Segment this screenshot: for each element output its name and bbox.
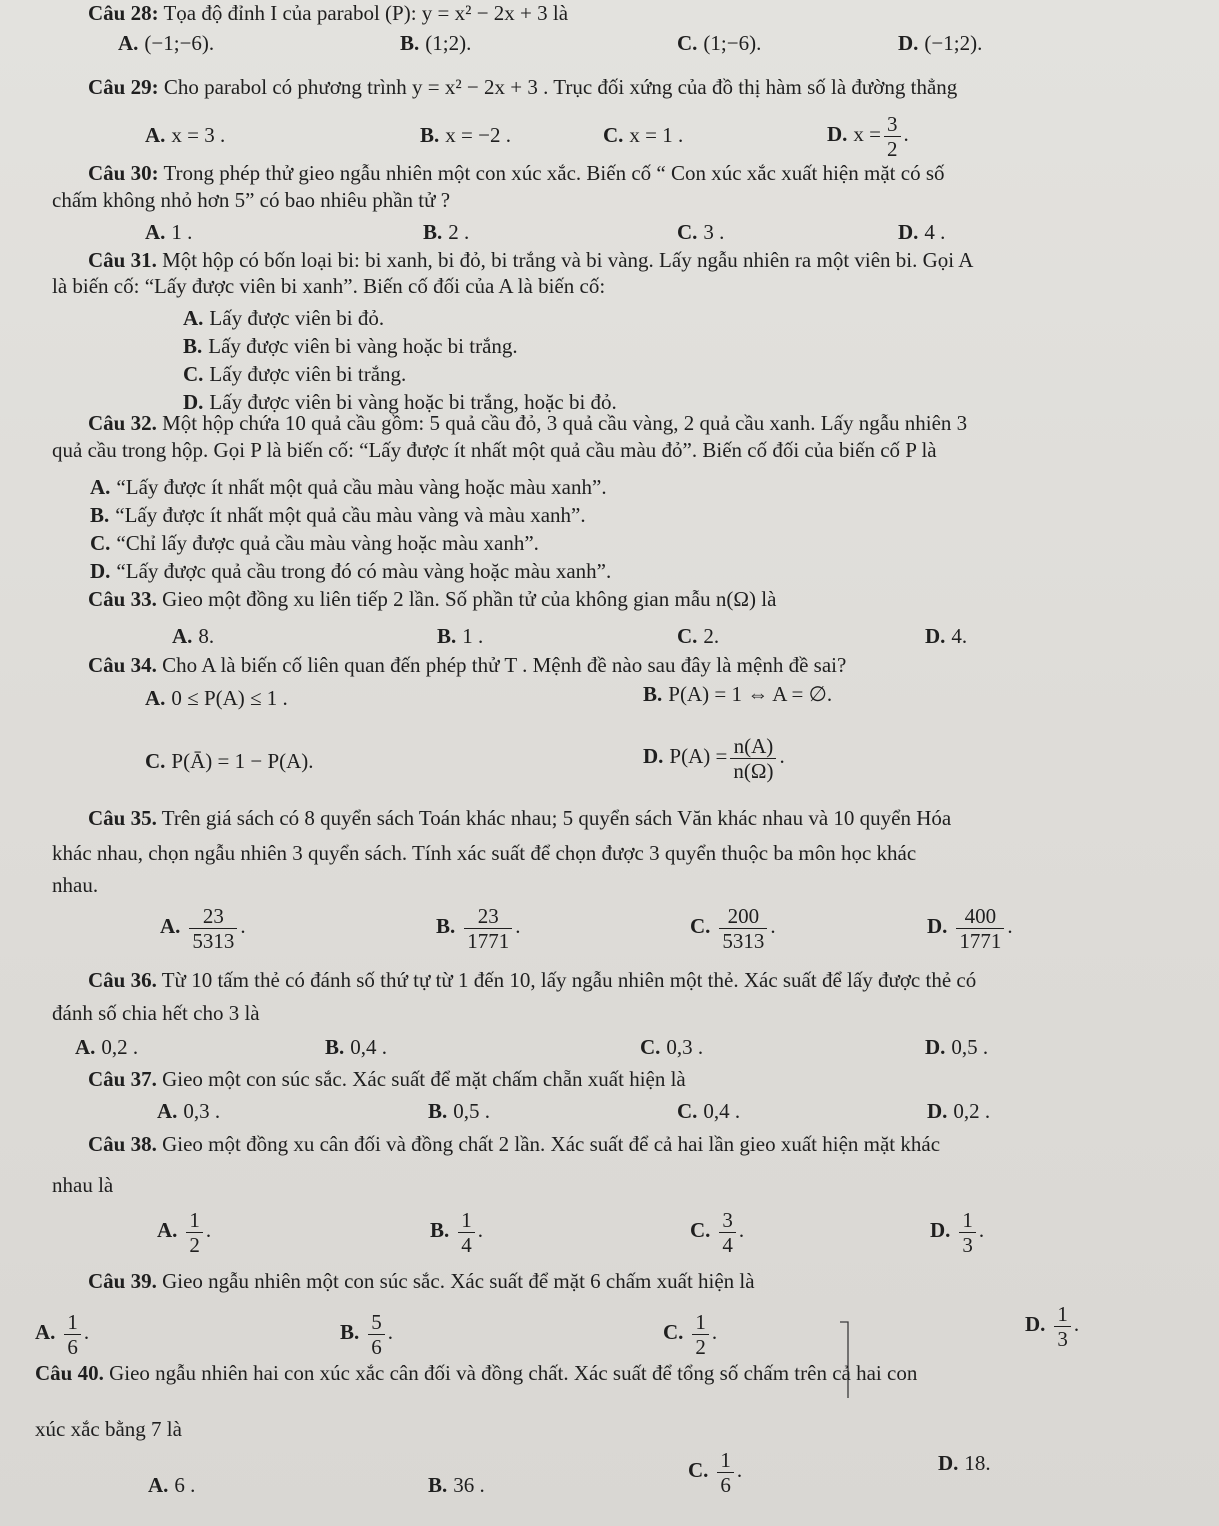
option-b[interactable]: B. 1 . [437, 624, 484, 648]
option-b[interactable]: B. $\frac{5}{6}$ . [340, 1309, 394, 1359]
option-d[interactable]: D. $\frac{400}{1771}$ . [927, 903, 1013, 953]
option-a[interactable]: A. Lấy được viên bi đỏ. [183, 306, 385, 330]
question-35 [88, 805, 951, 831]
question-text: Một hộp có bốn loại bi: bi xanh, bi đỏ, bi trắng và bi vàng. Lấy ngẫu nhiên ra một viên bi. Gọi A [162, 248, 974, 272]
option-a[interactable]: A. 0,2 . [75, 1035, 139, 1059]
option-d[interactable]: D. x = $\frac{3}{2}$ . [827, 111, 909, 161]
option-b[interactable]: B. 2 . [423, 220, 470, 244]
option-b[interactable]: B. x = −2 . [420, 123, 511, 147]
option-d[interactable]: D. 18. [938, 1451, 991, 1475]
option-b[interactable]: B. (1;2). [400, 31, 472, 55]
option-b[interactable]: B. Lấy được viên bi vàng hoặc bi trắng. [183, 334, 518, 358]
option-c[interactable]: C. $\frac{1}{6}$ . [688, 1447, 743, 1497]
option-b[interactable]: B. P(A) = 1 ⇔ A = ∅. [643, 682, 833, 706]
option-d[interactable]: D. $\frac{1}{3}$ . [1025, 1301, 1080, 1351]
question-39 [88, 1268, 755, 1294]
question-31-cont: là biến cố: “Lấy được viên bi xanh”. Biến cố đối của A là biến cố: [52, 274, 606, 298]
option-c[interactable]: C. (1;−6). [677, 31, 762, 55]
option-c[interactable]: C. Lấy được viên bi trắng. [183, 362, 407, 386]
fraction: $\frac{3}{2}$ [884, 112, 901, 161]
option-a[interactable]: A. 0 ≤ P(A) ≤ 1 . [145, 686, 288, 710]
question-40 [35, 1360, 917, 1386]
option-c[interactable]: C. 0,3 . [640, 1035, 704, 1059]
option-d[interactable]: D. Lấy được viên bi vàng hoặc bi trắng, hoặc bi đỏ. [183, 390, 617, 414]
question-34 [88, 652, 846, 678]
option-b[interactable]: B. 36 . [428, 1473, 485, 1497]
option-a[interactable]: A. $\frac{1}{6}$ . [35, 1309, 90, 1359]
question-33 [88, 586, 776, 612]
question-31 [88, 247, 973, 273]
question-text: Cho parabol có phương trình y = x² − 2x + 3 . Trục đối xứng của đồ thị hàm số là đường thẳng [163, 75, 958, 99]
question-38-cont: nhau là [52, 1173, 114, 1197]
option-b[interactable]: B. 0,5 . [428, 1099, 491, 1123]
option-c[interactable]: C. $\frac{3}{4}$ . [690, 1207, 745, 1257]
option-c[interactable]: C. “Chỉ lấy được quả cầu màu vàng hoặc màu xanh”. [90, 531, 539, 555]
option-a[interactable]: A. (−1;−6). [118, 31, 215, 55]
question-label: Câu 30: [88, 161, 159, 185]
question-35-cont: nhau. [52, 873, 99, 897]
option-d[interactable]: D. P(A) = $\frac{n(A)}{n(\Omega)}$ . [643, 733, 785, 783]
option-d[interactable]: D. (−1;2). [898, 31, 983, 55]
question-36 [88, 967, 976, 993]
option-a[interactable]: A. 8. [172, 624, 215, 648]
question-29 [88, 74, 957, 100]
question-text: Tọa độ đỉnh I của parabol (P): y = x² − 2x + 3 là [163, 1, 569, 25]
question-30-cont: chấm không nhỏ hơn 5” có bao nhiêu phần tử ? [52, 188, 451, 212]
fraction: $\frac{n(A)}{n(\Omega)}$ [730, 734, 776, 783]
question-label: Câu 40. [35, 1361, 104, 1385]
question-label: Câu 33. [88, 587, 157, 611]
option-c[interactable]: C. 0,4 . [677, 1099, 741, 1123]
option-c[interactable]: C. x = 1 . [603, 123, 684, 147]
option-d[interactable]: D. 4. [925, 624, 968, 648]
question-label: Câu 32. [88, 411, 157, 435]
question-text: Cho A là biến cố liên quan đến phép thử T . Mệnh đề nào sau đây là mệnh đề sai? [162, 653, 847, 677]
question-30 [88, 160, 945, 186]
option-b[interactable]: B. 0,4 . [325, 1035, 388, 1059]
question-label: Câu 36. [88, 968, 157, 992]
question-36-cont: đánh số chia hết cho 3 là [52, 1001, 260, 1025]
option-a[interactable]: A. 0,3 . [157, 1099, 221, 1123]
question-text: Một hộp chứa 10 quả cầu gồm: 5 quả cầu đỏ, 3 quả cầu vàng, 2 quả cầu xanh. Lấy ngẫu nhiên 3 [162, 411, 968, 435]
question-label: Câu 37. [88, 1067, 157, 1091]
question-text: Trong phép thử gieo ngẫu nhiên một con xúc xắc. Biến cố “ Con xúc xắc xuất hiện mặt có số [163, 161, 945, 185]
question-text: Gieo một con súc sắc. Xác suất để mặt chấm chẵn xuất hiện là [162, 1067, 686, 1091]
question-37 [88, 1066, 686, 1092]
option-a[interactable]: A. $\frac{1}{2}$ . [157, 1207, 212, 1257]
question-label: Câu 38. [88, 1132, 157, 1156]
question-label: Câu 39. [88, 1269, 157, 1293]
option-c[interactable]: C. 2. [677, 624, 720, 648]
question-label: Câu 31. [88, 248, 157, 272]
option-b[interactable]: B. $\frac{23}{1771}$ . [436, 903, 521, 953]
option-a[interactable]: A. 1 . [145, 220, 193, 244]
question-38 [88, 1131, 940, 1157]
question-text: Trên giá sách có 8 quyển sách Toán khác nhau; 5 quyển sách Văn khác nhau và 10 quyển Hóa [161, 806, 952, 830]
question-32-cont: quả cầu trong hộp. Gọi P là biến cố: “Lấy được ít nhất một quả cầu màu đỏ”. Biến cố đối của biến cố P là [52, 438, 937, 462]
option-d[interactable]: D. 0,5 . [925, 1035, 989, 1059]
question-label: Câu 35. [88, 806, 157, 830]
option-d[interactable]: D. $\frac{1}{3}$ . [930, 1207, 985, 1257]
option-c[interactable]: C. $\frac{1}{2}$ . [663, 1309, 718, 1359]
question-40-cont: xúc xắc bằng 7 là [35, 1417, 182, 1441]
option-d[interactable]: D. 4 . [898, 220, 946, 244]
option-b[interactable]: B. “Lấy được ít nhất một quả cầu màu vàng và màu xanh”. [90, 503, 586, 527]
option-a[interactable]: A. 6 . [148, 1473, 196, 1497]
question-text: Gieo ngẫu nhiên một con súc sắc. Xác suất để mặt 6 chấm xuất hiện là [162, 1269, 755, 1293]
option-a[interactable]: A. $\frac{23}{5313}$ . [160, 903, 246, 953]
question-text: Gieo ngẫu nhiên hai con xúc xắc cân đối và đồng chất. Xác suất để tổng số chấm trên cả hai con [109, 1361, 918, 1385]
option-a[interactable]: A. x = 3 . [145, 123, 226, 147]
option-c[interactable]: C. $\frac{200}{5313}$ . [690, 903, 776, 953]
question-text: Từ 10 tấm thẻ có đánh số thứ tự từ 1 đến 10, lấy ngẫu nhiên một thẻ. Xác suất để lấy được thẻ có [161, 968, 977, 992]
option-b[interactable]: B. $\frac{1}{4}$ . [430, 1207, 484, 1257]
option-a[interactable]: A. “Lấy được ít nhất một quả cầu màu vàng hoặc màu xanh”. [90, 475, 607, 499]
question-32 [88, 410, 967, 436]
question-text: Gieo một đồng xu liên tiếp 2 lần. Số phần tử của không gian mẫu n(Ω) là [162, 587, 777, 611]
option-c[interactable]: C. 3 . [677, 220, 725, 244]
option-d[interactable]: D. “Lấy được quả cầu trong đó có màu vàng hoặc màu xanh”. [90, 559, 612, 583]
question-35-cont: khác nhau, chọn ngẫu nhiên 3 quyển sách. Tính xác suất để chọn được 3 quyển thuộc ba môn học khác [52, 841, 917, 865]
question-label: Câu 29: [88, 75, 159, 99]
question-label: Câu 28: [88, 1, 159, 25]
question-28 [88, 0, 568, 26]
option-c[interactable]: C. P(Ā) = 1 − P(A). [145, 749, 314, 773]
question-label: Câu 34. [88, 653, 157, 677]
option-d[interactable]: D. 0,2 . [927, 1099, 991, 1123]
question-text: Gieo một đồng xu cân đối và đồng chất 2 lần. Xác suất để cả hai lần gieo xuất hiện mặt khác [162, 1132, 941, 1156]
